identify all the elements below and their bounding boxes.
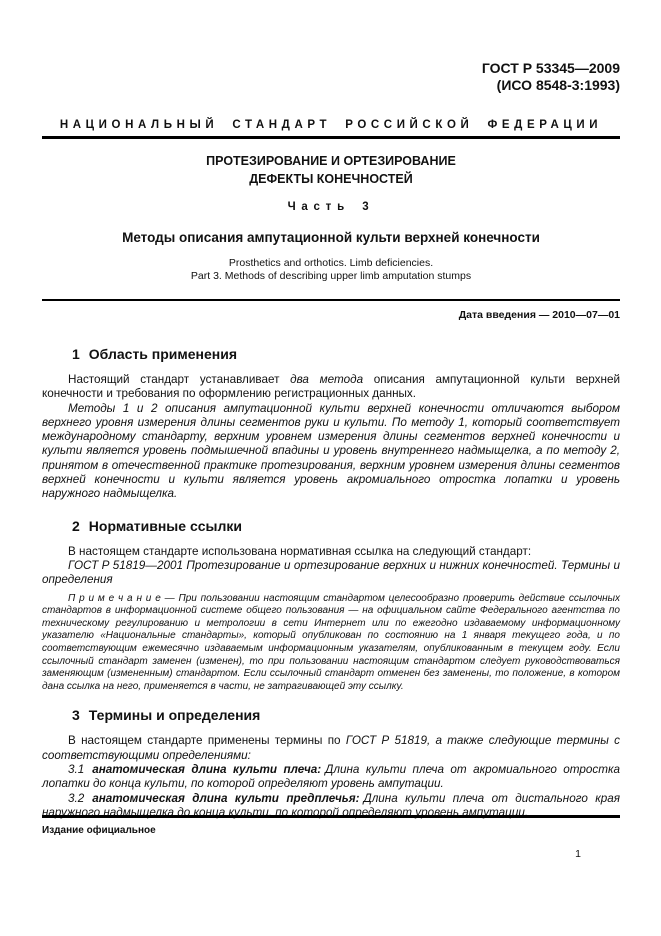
section1-paragraph1: [42, 373, 620, 402]
section2-reference: ГОСТ Р 51819—2001 Протезирование и ортезирование верхних и нижних конечностей. Термины и определения: [42, 558, 620, 587]
term-3-2-number: 3.2: [68, 791, 85, 805]
section3-title: Термины и определения: [88, 707, 261, 724]
part-line: Часть 3: [287, 201, 375, 213]
section3-p1-run2: ГОСТ Р 51819, а также следующие термины с соответствующими определениями:: [42, 734, 620, 762]
section1-p1-run1: Настоящий стандарт устанавливает: [68, 373, 291, 386]
term-3-1-definition: Длина культи плеча от акромиального отростка лопатки до конца культи, по которой определяют уровень ампутации.: [42, 762, 620, 791]
section2-title: Нормативные ссылки: [88, 517, 242, 534]
title-line1: ПРОТЕЗИРОВАНИЕ И ОРТЕЗИРОВАНИЕ: [206, 154, 456, 168]
section1-p1-run3: описания ампутационной культи верхней конечности и требования по оформлению регистрационных данных.: [42, 373, 621, 401]
edition-label: Издание официальное: [42, 825, 156, 836]
title-divider: [42, 299, 620, 301]
standard-code-line2: (ИСО 8548-3:1993): [496, 76, 620, 93]
subtitle-en-line1: Prosthetics and orthotics. Limb deficiencies.: [228, 257, 434, 269]
standard-code-line1: ГОСТ Р 53345—2009: [481, 60, 620, 76]
section1-title: Область применения: [88, 346, 238, 362]
section3-heading: [72, 707, 620, 723]
term-3-1-name: анатомическая длина культи плеча:: [92, 762, 322, 776]
section3-p1-run1: В настоящем стандарте применены термины по: [68, 734, 346, 748]
national-standard-banner: НАЦИОНАЛЬНЫЙ СТАНДАРТ РОССИЙСКОЙ ФЕДЕРАЦИИ: [59, 119, 603, 131]
section1-p1-run2: два метода: [290, 373, 364, 386]
section2-number: 2: [72, 517, 80, 534]
section2-note: П р и м е ч а н и е — При пользовании настоящим стандартом целесообразно проверить действие ссылочных стандартов в информационной системе общего пользования — на официальном сайте Федерального агентства по техническому регулированию и метрологии в сети Интернет или по ежегодно издаваемому информационному указателю «Национальные стандарты», который опубликован по состоянию на 1 января текущего года, и по соответствующим ежемесячно издаваемым информационным указателям, опубликованным в текущем году. Если ссылочный стандарт заменен (изменен), то при пользовании настоящим стандартом следует руководствоваться заменяющим (измененным) стандартом. Если ссылочный стандарт отменен без заменены, то положение, в котором дана ссылка на него, применяется в части, не затрагивающей эту ссылку.: [42, 592, 620, 692]
section3-number: 3: [72, 707, 80, 724]
banner-divider: [42, 136, 620, 139]
title-line2: ДЕФЕКТЫ КОНЕЧНОСТЕЙ: [249, 171, 413, 186]
term-3-1-number: 3.1: [68, 762, 85, 776]
subtitle-en-line2: Part 3. Methods of describing upper limb amputation stumps: [190, 270, 472, 282]
subtitle-ru: Методы описания ампутационной культи верхней конечности: [122, 230, 540, 245]
section2-heading: [72, 518, 620, 534]
page-number: 1: [575, 848, 581, 860]
section1-heading: [72, 346, 620, 362]
standard-code: [42, 60, 620, 93]
section1-number: 1: [72, 346, 80, 362]
term-3-2-name: анатомическая длина культи предплечья:: [92, 791, 360, 805]
footer-divider: [42, 815, 620, 818]
section1-paragraph2: Методы 1 и 2 описания ампутационной культи верхней конечности отличаются выбором верхнего уровня измерения длины сегментов руки и культи. По методу 1, который соответствует международному стандарту, верхним уровнем измерения длины сегментов верхней конечности и культи является уровень подмышечной впадины и уровень внутреннего надмыщелка, а по методу 2, принятом в отечественной практике протезирования, верхним уровнем измерения длины сегментов верхней конечности и культи является уровень акромиального отростка лопатки и уровень наружного надмыщелка.: [42, 401, 620, 501]
term-3-1: [42, 763, 620, 792]
page-content: [42, 0, 620, 820]
section3-paragraph1: [42, 734, 620, 763]
term-3-2-definition: Длина культи плеча от дистального края наружного надмыщелка до конца культи, по которой определяют уровень ампутации.: [42, 791, 621, 819]
effective-date: Дата введения — 2010—07—01: [458, 309, 620, 321]
section2-paragraph1: В настоящем стандарте использована нормативная ссылка на следующий стандарт:: [68, 544, 532, 558]
